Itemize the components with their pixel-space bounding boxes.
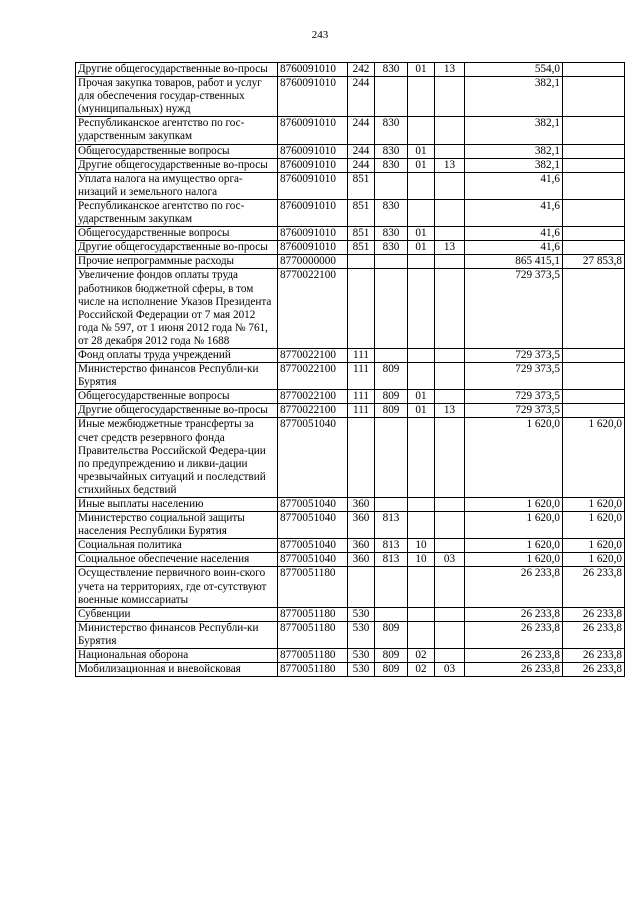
cell-amount-federal: 1 620,0 [563, 418, 625, 498]
cell-name: Иные межбюджетные трансферты за счет средств резервного фонда Правительства Российской Федера-ции по предупреждению и ликви-дации чрезвычайных ситуаций и последствий стихийных бедствий [76, 418, 278, 498]
table-row [76, 77, 625, 117]
cell-target-article: 8760091010 [278, 172, 348, 199]
cell-administrator: 809 [375, 404, 408, 418]
cell-administrator [375, 607, 408, 621]
cell-section [408, 621, 435, 648]
table-row [76, 363, 625, 390]
cell-name: Другие общегосударственные во-просы [76, 63, 278, 77]
cell-target-article: 8770022100 [278, 404, 348, 418]
cell-section [408, 348, 435, 362]
cell-section: 01 [408, 227, 435, 241]
cell-administrator: 830 [375, 199, 408, 226]
cell-administrator: 830 [375, 117, 408, 144]
cell-amount-federal [563, 117, 625, 144]
cell-administrator [375, 269, 408, 349]
cell-amount: 729 373,5 [465, 404, 563, 418]
cell-section: 01 [408, 390, 435, 404]
cell-administrator: 809 [375, 363, 408, 390]
cell-expense-type: 111 [348, 363, 375, 390]
cell-amount-federal: 26 233,8 [563, 567, 625, 607]
cell-subsection [435, 621, 465, 648]
cell-amount-federal [563, 227, 625, 241]
cell-expense-type: 111 [348, 348, 375, 362]
cell-target-article: 8760091010 [278, 63, 348, 77]
table-row [76, 117, 625, 144]
cell-subsection [435, 117, 465, 144]
cell-expense-type: 244 [348, 77, 375, 117]
table-row [76, 199, 625, 226]
cell-name: Уплата налога на имущество орга-низаций и земельного налога [76, 172, 278, 199]
cell-subsection: 13 [435, 158, 465, 172]
cell-name: Иные выплаты населению [76, 498, 278, 512]
cell-target-article: 8770022100 [278, 363, 348, 390]
cell-amount-federal [563, 390, 625, 404]
cell-subsection [435, 348, 465, 362]
cell-amount: 382,1 [465, 144, 563, 158]
table-row [76, 512, 625, 539]
cell-administrator [375, 255, 408, 269]
cell-name: Фонд оплаты труда учреждений [76, 348, 278, 362]
cell-name: Осуществление первичного воин-ского учета на территориях, где от-сутствуют военные комиссариаты [76, 567, 278, 607]
cell-amount-federal: 27 853,8 [563, 255, 625, 269]
cell-amount-federal [563, 77, 625, 117]
cell-target-article: 8760091010 [278, 144, 348, 158]
cell-section: 01 [408, 63, 435, 77]
cell-target-article: 8760091010 [278, 241, 348, 255]
cell-amount: 26 233,8 [465, 621, 563, 648]
cell-section [408, 269, 435, 349]
table-row [76, 241, 625, 255]
cell-expense-type: 851 [348, 172, 375, 199]
cell-amount-federal [563, 363, 625, 390]
table-row [76, 144, 625, 158]
cell-section [408, 607, 435, 621]
table-row [76, 404, 625, 418]
table-row [76, 418, 625, 498]
cell-target-article: 8770051180 [278, 621, 348, 648]
cell-target-article: 8770022100 [278, 348, 348, 362]
cell-section: 01 [408, 404, 435, 418]
cell-administrator [375, 77, 408, 117]
table-row [76, 269, 625, 349]
cell-expense-type [348, 567, 375, 607]
table-row [76, 158, 625, 172]
cell-subsection [435, 77, 465, 117]
cell-name: Прочие непрограммные расходы [76, 255, 278, 269]
table-row [76, 227, 625, 241]
cell-subsection: 03 [435, 663, 465, 677]
table-row [76, 498, 625, 512]
cell-amount-federal: 1 620,0 [563, 512, 625, 539]
cell-amount: 26 233,8 [465, 649, 563, 663]
cell-target-article: 8760091010 [278, 199, 348, 226]
cell-administrator: 813 [375, 512, 408, 539]
cell-amount: 41,6 [465, 172, 563, 199]
cell-expense-type [348, 418, 375, 498]
table-row [76, 539, 625, 553]
cell-amount: 1 620,0 [465, 498, 563, 512]
cell-expense-type: 851 [348, 241, 375, 255]
cell-amount: 1 620,0 [465, 539, 563, 553]
cell-expense-type: 360 [348, 498, 375, 512]
cell-target-article: 8770051180 [278, 663, 348, 677]
cell-amount: 729 373,5 [465, 390, 563, 404]
cell-amount-federal [563, 63, 625, 77]
cell-subsection [435, 227, 465, 241]
cell-target-article: 8770051180 [278, 607, 348, 621]
cell-expense-type: 244 [348, 158, 375, 172]
cell-expense-type: 111 [348, 404, 375, 418]
cell-section [408, 567, 435, 607]
cell-expense-type: 242 [348, 63, 375, 77]
cell-expense-type: 530 [348, 607, 375, 621]
cell-name: Социальная политика [76, 539, 278, 553]
cell-section: 01 [408, 158, 435, 172]
cell-amount-federal: 1 620,0 [563, 498, 625, 512]
cell-name: Социальное обеспечение населения [76, 553, 278, 567]
cell-amount-federal: 26 233,8 [563, 649, 625, 663]
cell-amount-federal: 1 620,0 [563, 553, 625, 567]
cell-subsection [435, 363, 465, 390]
cell-subsection [435, 199, 465, 226]
cell-administrator: 809 [375, 649, 408, 663]
cell-subsection: 13 [435, 404, 465, 418]
cell-amount-federal [563, 172, 625, 199]
cell-amount-federal [563, 144, 625, 158]
cell-name: Другие общегосударственные во-просы [76, 404, 278, 418]
cell-subsection [435, 172, 465, 199]
cell-section [408, 418, 435, 498]
table-row [76, 567, 625, 607]
cell-amount: 382,1 [465, 77, 563, 117]
cell-expense-type: 360 [348, 553, 375, 567]
cell-name: Другие общегосударственные во-просы [76, 158, 278, 172]
cell-administrator: 809 [375, 390, 408, 404]
cell-subsection [435, 567, 465, 607]
cell-amount: 41,6 [465, 199, 563, 226]
cell-amount: 26 233,8 [465, 567, 563, 607]
cell-target-article: 8770051040 [278, 512, 348, 539]
cell-administrator: 813 [375, 553, 408, 567]
cell-name: Министерство социальной защиты населения Республики Бурятия [76, 512, 278, 539]
cell-name: Министерство финансов Республи-ки Бурятия [76, 621, 278, 648]
cell-administrator [375, 172, 408, 199]
cell-target-article: 8770051040 [278, 539, 348, 553]
cell-amount: 554,0 [465, 63, 563, 77]
cell-target-article: 8760091010 [278, 158, 348, 172]
cell-name: Общегосударственные вопросы [76, 390, 278, 404]
cell-amount: 26 233,8 [465, 607, 563, 621]
cell-subsection [435, 269, 465, 349]
cell-administrator [375, 348, 408, 362]
cell-amount-federal [563, 348, 625, 362]
cell-name: Национальная оборона [76, 649, 278, 663]
cell-expense-type [348, 269, 375, 349]
cell-section [408, 199, 435, 226]
cell-subsection [435, 512, 465, 539]
cell-administrator: 830 [375, 158, 408, 172]
budget-table [75, 62, 625, 677]
cell-amount: 729 373,5 [465, 363, 563, 390]
cell-section [408, 512, 435, 539]
cell-target-article: 8770022100 [278, 269, 348, 349]
table-row [76, 621, 625, 648]
cell-administrator [375, 498, 408, 512]
cell-amount: 1 620,0 [465, 553, 563, 567]
cell-expense-type [348, 255, 375, 269]
cell-expense-type: 244 [348, 117, 375, 144]
cell-amount: 26 233,8 [465, 663, 563, 677]
cell-subsection: 13 [435, 63, 465, 77]
cell-name: Министерство финансов Республи-ки Бурятия [76, 363, 278, 390]
table-row [76, 649, 625, 663]
cell-section [408, 77, 435, 117]
page-number: 243 [311, 29, 329, 41]
cell-name: Субвенции [76, 607, 278, 621]
table-row [76, 663, 625, 677]
cell-amount-federal [563, 241, 625, 255]
cell-section: 10 [408, 539, 435, 553]
cell-amount: 41,6 [465, 241, 563, 255]
cell-expense-type: 530 [348, 663, 375, 677]
cell-subsection: 13 [435, 241, 465, 255]
cell-amount: 1 620,0 [465, 512, 563, 539]
cell-target-article: 8760091010 [278, 227, 348, 241]
cell-subsection [435, 390, 465, 404]
cell-amount-federal: 26 233,8 [563, 621, 625, 648]
cell-administrator: 830 [375, 241, 408, 255]
cell-target-article: 8770051040 [278, 553, 348, 567]
cell-administrator: 809 [375, 621, 408, 648]
cell-target-article: 8770051180 [278, 567, 348, 607]
cell-administrator [375, 418, 408, 498]
table-row [76, 63, 625, 77]
cell-target-article: 8760091010 [278, 117, 348, 144]
cell-amount-federal [563, 269, 625, 349]
cell-target-article: 8760091010 [278, 77, 348, 117]
cell-section [408, 498, 435, 512]
cell-section: 02 [408, 649, 435, 663]
cell-amount-federal: 1 620,0 [563, 539, 625, 553]
cell-administrator: 809 [375, 663, 408, 677]
cell-target-article: 8770051040 [278, 418, 348, 498]
table-row [76, 607, 625, 621]
cell-subsection [435, 498, 465, 512]
cell-expense-type: 851 [348, 227, 375, 241]
table-body [76, 63, 625, 677]
cell-amount-federal [563, 158, 625, 172]
cell-amount: 729 373,5 [465, 269, 563, 349]
cell-section [408, 363, 435, 390]
cell-subsection [435, 418, 465, 498]
cell-name: Общегосударственные вопросы [76, 227, 278, 241]
cell-administrator [375, 567, 408, 607]
cell-amount: 41,6 [465, 227, 563, 241]
cell-target-article: 8770051180 [278, 649, 348, 663]
cell-section: 10 [408, 553, 435, 567]
cell-name: Мобилизационная и вневойсковая [76, 663, 278, 677]
cell-amount: 865 415,1 [465, 255, 563, 269]
table-row [76, 172, 625, 199]
cell-target-article: 8770000000 [278, 255, 348, 269]
cell-name: Прочая закупка товаров, работ и услуг для обеспечения государ-ственных (муниципальных) нужд [76, 77, 278, 117]
cell-amount-federal [563, 404, 625, 418]
cell-section: 01 [408, 144, 435, 158]
cell-expense-type: 111 [348, 390, 375, 404]
cell-subsection [435, 144, 465, 158]
cell-subsection [435, 607, 465, 621]
cell-amount: 382,1 [465, 158, 563, 172]
cell-name: Другие общегосударственные во-просы [76, 241, 278, 255]
cell-subsection [435, 649, 465, 663]
cell-expense-type: 851 [348, 199, 375, 226]
cell-target-article: 8770022100 [278, 390, 348, 404]
table-row [76, 255, 625, 269]
cell-amount: 1 620,0 [465, 418, 563, 498]
table-row [76, 553, 625, 567]
cell-amount-federal: 26 233,8 [563, 607, 625, 621]
cell-administrator: 830 [375, 63, 408, 77]
cell-administrator: 830 [375, 227, 408, 241]
cell-amount: 382,1 [465, 117, 563, 144]
cell-expense-type: 360 [348, 512, 375, 539]
cell-amount-federal: 26 233,8 [563, 663, 625, 677]
cell-name: Республиканское агентство по гос-ударственным закупкам [76, 199, 278, 226]
cell-amount-federal [563, 199, 625, 226]
cell-section [408, 255, 435, 269]
cell-expense-type: 360 [348, 539, 375, 553]
cell-expense-type: 530 [348, 649, 375, 663]
cell-amount: 729 373,5 [465, 348, 563, 362]
cell-name: Общегосударственные вопросы [76, 144, 278, 158]
table-row [76, 348, 625, 362]
cell-expense-type: 530 [348, 621, 375, 648]
cell-name: Увеличение фондов оплаты труда работников бюджетной сферы, в том числе на исполнение Указов Президента Российской Федерации от 7 мая 2012 года № 597, от 1 июня 2012 года № 761, от 28 декабря 2012 года № 1688 [76, 269, 278, 349]
cell-subsection [435, 255, 465, 269]
cell-administrator: 813 [375, 539, 408, 553]
table-row [76, 390, 625, 404]
cell-name: Республиканское агентство по гос-ударственным закупкам [76, 117, 278, 144]
cell-subsection: 03 [435, 553, 465, 567]
cell-section [408, 172, 435, 199]
cell-section: 01 [408, 241, 435, 255]
cell-target-article: 8770051040 [278, 498, 348, 512]
cell-subsection [435, 539, 465, 553]
cell-administrator: 830 [375, 144, 408, 158]
cell-section: 02 [408, 663, 435, 677]
cell-expense-type: 244 [348, 144, 375, 158]
cell-section [408, 117, 435, 144]
